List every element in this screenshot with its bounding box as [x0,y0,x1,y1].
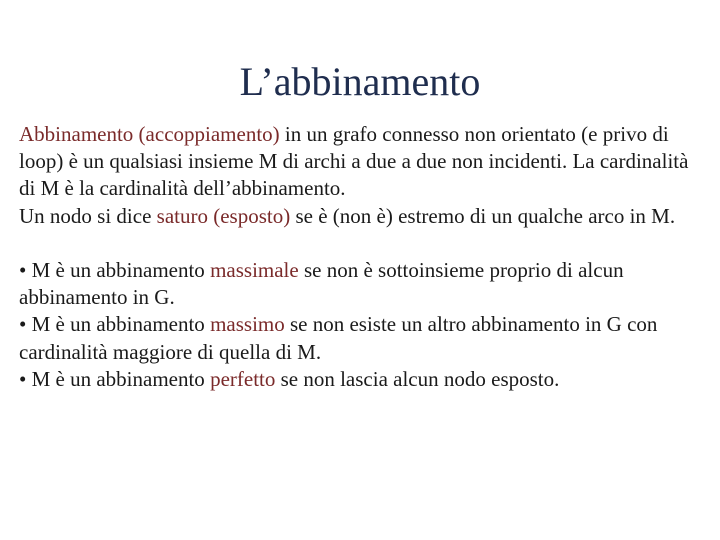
definition-text: in un grafo connesso non orientato (e privo di loop) è un qualsiasi insieme M di archi a due a due non incidenti. La cardinalità di M è la cardinalità dell’abbinamento. [19,122,689,201]
bullet-massimale [19,257,709,311]
term-massimo: massimo [210,312,285,337]
bullet-after: se non è sottoinsieme proprio di alcun abbinamento in G. [19,258,624,310]
saturated-before: Un nodo si dice [19,203,157,228]
paragraph-gap [19,230,709,257]
saturated-after: se è (non è) estremo di un qualche arco in M. [290,203,676,228]
slide-title: L’abbinamento [239,59,481,104]
bullet-after: se non esiste un altro abbinamento in G con cardinalità maggiore di quella di M. [19,312,658,364]
definition-paragraph [19,121,709,203]
slide-body [19,121,709,393]
bullet-perfetto [19,366,709,393]
term-saturo: saturo (esposto) [156,203,291,228]
bullet-before: • M è un abbinamento [19,312,211,337]
bullet-before: • M è un abbinamento [19,258,211,282]
bullet-after: se non lascia alcun nodo esposto. [275,366,560,391]
bullet-massimo [19,311,709,365]
term-abbinamento: Abbinamento (accoppiamento) [19,122,280,146]
bullet-before: • M è un abbinamento [19,366,211,391]
term-massimale: massimale [210,258,299,282]
saturated-paragraph [19,203,709,230]
term-perfetto: perfetto [210,366,276,391]
